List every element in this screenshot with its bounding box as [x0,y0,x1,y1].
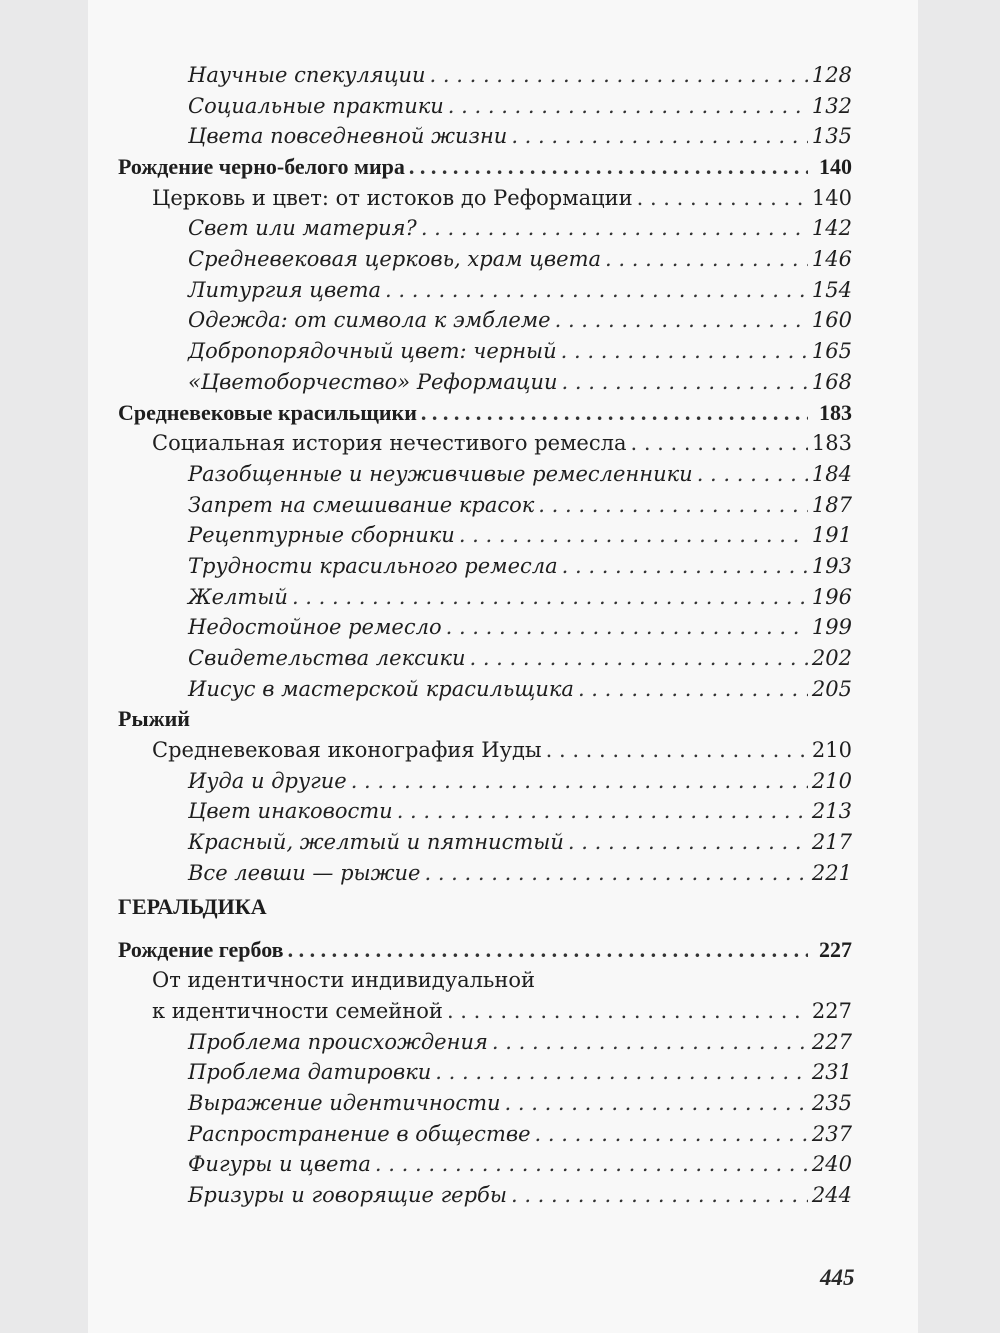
toc-entry [118,889,852,935]
toc-entry-title: Иисус в мастерской красильщика [188,676,574,701]
toc-leader-dots [430,60,808,91]
toc-entry-page: 210 [811,738,852,763]
toc-entry-page: 244 [811,1183,852,1208]
toc-leader-dots [538,490,808,521]
toc-leader-dots [697,459,808,490]
toc-entry-title: Выражение идентичности [188,1090,501,1115]
toc-leader-dots [385,275,808,306]
toc-entry [118,551,852,582]
toc-entry [118,213,852,244]
toc-leader-dots [568,827,808,858]
toc-entry-title: Средневековые красильщики [118,399,417,425]
toc-entry [118,1027,852,1058]
toc-entry [118,935,852,966]
toc-entry [118,490,852,521]
toc-entry-page: 221 [811,860,852,885]
toc-entry [118,367,852,398]
toc-entry-page: 213 [811,799,852,824]
toc-entry-title: Все левши — рыжие [188,860,421,885]
toc-entry [118,91,852,122]
toc-entry-page: 196 [811,584,852,609]
toc-entry [118,398,852,429]
toc-entry [118,428,852,459]
toc-entry [118,1119,852,1150]
toc-entry-title: Рождение гербов [118,936,284,962]
toc-entry-page: 184 [811,461,852,486]
toc-leader-dots [630,428,807,459]
page-number: 445 [820,1265,855,1290]
toc-entry [118,1180,852,1211]
toc-entry-page: 205 [811,676,852,701]
toc-entry-title: Цвет инаковости [188,799,393,824]
toc-entry [118,121,852,152]
toc-leader-dots [409,152,808,183]
toc-entry-title: Разобщенные и неуживчивые ремесленники [188,461,693,486]
toc-leader-dots [578,674,808,705]
toc-leader-dots [546,735,808,766]
toc-leader-dots [292,582,808,613]
toc-entry-page: 210 [811,768,852,793]
toc-entry-page: 187 [811,492,852,517]
toc-entry-title: Недостойное ремесло [188,615,442,640]
toc-entry-title: Распространение в обществе [188,1121,531,1146]
toc-entry-page: 140 [819,154,852,180]
toc-entry-title: Рыжий [118,706,190,732]
toc-entry-title: Рождение черно-белого мира [118,154,405,180]
table-of-contents [118,60,852,1211]
toc-leader-dots [605,244,808,275]
toc-entry [118,674,852,705]
toc-entry-title: Желтый [188,584,288,609]
toc-entry-title: Запрет на смешивание красок [188,492,535,517]
toc-leader-dots [535,1119,808,1150]
toc-entry-title: Социальные практики [188,93,444,118]
toc-entry-title: От идентичности индивидуальной [152,968,536,993]
toc-entry [118,275,852,306]
toc-leader-dots [446,612,808,643]
toc-entry-title: Свет или материя? [188,216,417,241]
toc-entry-title: «Цветоборчество» Реформации [188,369,558,394]
toc-entry [118,336,852,367]
toc-leader-dots [511,1180,808,1211]
toc-entry-page: 217 [811,830,852,855]
toc-entry-title: к идентичности семейной [152,998,443,1023]
toc-entry-title: Свидетельства лексики [188,646,466,671]
toc-entry [118,827,852,858]
toc-entry-title: Одежда: от символа к эмблеме [188,308,551,333]
toc-entry-page: 193 [811,553,852,578]
toc-entry-page: 202 [811,646,852,671]
toc-entry-page: 165 [811,339,852,364]
toc-entry [118,612,852,643]
toc-leader-dots [421,213,808,244]
toc-leader-dots [375,1149,808,1180]
toc-entry-page: 231 [811,1060,852,1085]
toc-entry-page: 142 [811,216,852,241]
toc-entry [118,797,852,828]
toc-entry-page: 146 [811,247,852,272]
toc-entry-page: 199 [811,615,852,640]
toc-entry [118,996,852,1027]
toc-entry [118,520,852,551]
toc-leader-dots [562,551,808,582]
toc-entry-page: 132 [811,93,852,118]
toc-leader-dots [397,796,808,827]
toc-entry-title: Проблема датировки [188,1060,432,1085]
toc-leader-dots [562,367,808,398]
toc-entry [118,183,852,214]
toc-entry-page: 191 [811,523,852,548]
toc-entry [118,965,852,996]
toc-entry [118,1057,852,1088]
toc-entry [118,60,852,91]
toc-entry-page: 227 [811,1029,852,1054]
toc-entry [118,643,852,674]
toc-entry-title: Рецептурные сборники [188,523,455,548]
toc-entry-title: Красный, желтый и пятнистый [188,830,564,855]
toc-entry-title: ГЕРАЛЬДИКА [118,893,267,919]
toc-entry-page: 128 [811,62,852,87]
toc-entry [118,244,852,275]
toc-entry-page: 240 [811,1152,852,1177]
toc-entry-page: 160 [811,308,852,333]
toc-entry-title: Церковь и цвет: от истоков до Реформации [152,185,633,210]
toc-entry-title: Иуда и другие [188,768,347,793]
toc-entry-title: Цвета повседневной жизни [188,124,508,149]
toc-leader-dots [448,91,808,122]
toc-entry [118,582,852,613]
toc-entry-page: 183 [811,431,852,456]
toc-entry [118,704,852,735]
toc-leader-dots [459,520,808,551]
toc-leader-dots [424,858,807,889]
toc-leader-dots [492,1027,808,1058]
toc-entry-page: 154 [811,277,852,302]
toc-entry-title: Фигуры и цвета [188,1152,371,1177]
toc-entry-page: 168 [811,369,852,394]
toc-entry-title: Средневековая иконография Иуды [152,738,542,763]
toc-entry [118,306,852,337]
toc-entry-page: 227 [811,998,852,1023]
toc-entry-title: Проблема происхождения [188,1029,488,1054]
toc-leader-dots [421,398,808,429]
toc-leader-dots [637,183,808,214]
toc-leader-dots [511,121,808,152]
toc-entry-page: 135 [811,124,852,149]
toc-entry-title: Трудности красильного ремесла [188,553,558,578]
toc-leader-dots [288,935,808,966]
toc-leader-dots [447,996,808,1027]
toc-entry-title: Бризуры и говорящие гербы [188,1183,507,1208]
toc-entry-title: Социальная история нечестивого ремесла [152,431,627,456]
toc-entry-page: 183 [819,399,852,425]
toc-leader-dots [469,643,807,674]
toc-entry [118,459,852,490]
toc-entry-title: Литургия цвета [188,277,382,302]
toc-leader-dots [351,766,808,797]
toc-entry-page: 140 [811,185,852,210]
toc-leader-dots [555,305,808,336]
toc-entry-page: 227 [819,936,852,962]
toc-entry [118,1149,852,1180]
toc-entry-title: Научные спекуляции [188,62,426,87]
toc-entry [118,766,852,797]
toc-entry [118,152,852,183]
toc-entry-title: Средневековая церковь, храм цвета [188,247,602,272]
toc-entry [118,735,852,766]
toc-entry-page: 235 [811,1090,852,1115]
toc-entry [118,1088,852,1119]
toc-leader-dots [561,336,808,367]
toc-leader-dots [435,1057,808,1088]
toc-entry-page: 237 [811,1121,852,1146]
toc-leader-dots [505,1088,808,1119]
toc-entry-title: Добропорядочный цвет: черный [188,339,557,364]
